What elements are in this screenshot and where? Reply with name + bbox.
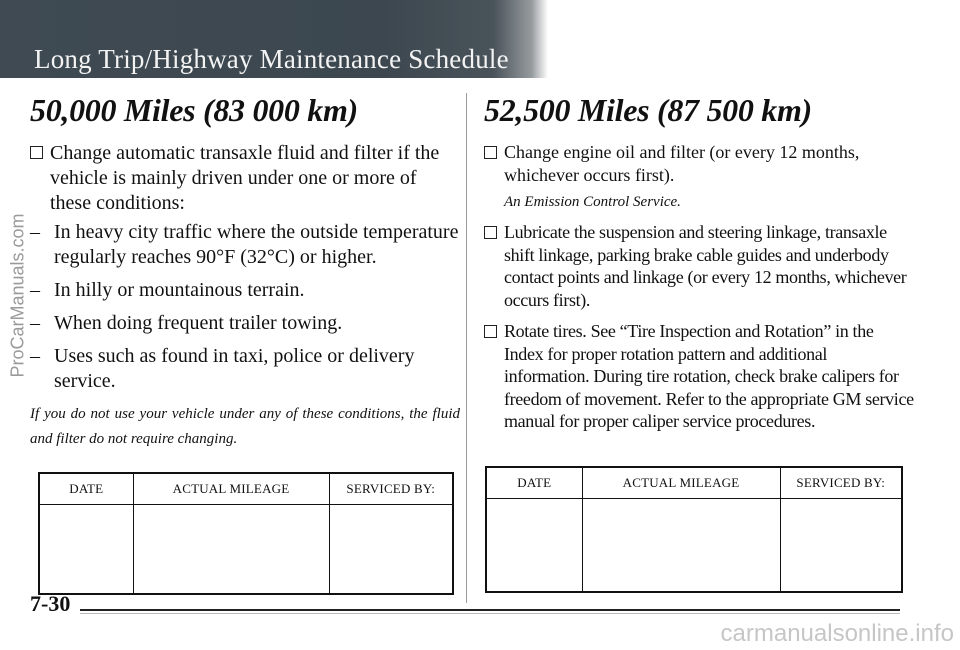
table-header-serviced-by: SERVICED BY: [329,473,453,505]
conditions-list [30,220,460,394]
side-watermark [4,130,32,460]
checklist-item [484,221,914,311]
page-number: 7-30 [30,591,71,616]
checklist-item-text: Change engine oil and filter (or every 12 months, whichever occurs first). [504,142,860,185]
column-divider [466,93,467,603]
footer-rule [80,609,900,611]
condition-item [30,220,460,270]
section-heading-50000: 50,000 Miles (83 000 km) [30,92,358,128]
footer-rule-thin [80,613,900,614]
table-header-actual-mileage: ACTUAL MILEAGE [582,467,780,499]
checklist-item [484,141,914,186]
checkbox-icon [30,146,43,159]
table-cell-serviced-by[interactable] [329,505,453,595]
page-title: Long Trip/Highway Maintenance Schedule [34,44,509,74]
condition-text: In heavy city traffic where the outside temperature regularly reaches 90°F (32°C) or higher. [54,221,459,268]
condition-item [30,311,460,336]
condition-text: When doing frequent trailer towing. [54,312,343,334]
condition-text: Uses such as found in taxi, police or delivery service. [54,345,415,392]
table-row [39,505,453,595]
dash-marker: – [30,345,40,367]
service-log-table-left [38,472,454,595]
table-header-date: DATE [486,467,582,499]
section-heading-52500: 52,500 Miles (87 500 km) [484,92,812,128]
emission-control-note: An Emission Control Service. [504,194,681,210]
footer-watermark: carmanualsonline.info [720,620,954,647]
table-row [486,499,902,593]
conditions-note: If you do not use your vehicle under any of these conditions, the fluid and filter do not require changing. [30,406,460,447]
checklist-item-text: Lubricate the suspension and steering linkage, transaxle shift linkage, parking brake cable guides and underbody contact points and linkage (or every 12 months, whichever occurs first). [504,222,907,310]
table-cell-serviced-by[interactable] [780,499,902,593]
dash-marker: – [30,221,40,243]
checkbox-icon [484,325,497,338]
condition-item [30,344,460,394]
condition-item [30,278,460,303]
table-cell-date[interactable] [39,505,133,595]
checklist-item [484,320,914,433]
right-column [484,92,914,442]
checklist-item-text: Rotate tires. See “Tire Inspection and Rotation” in the Index for proper rotation pattern and additional information. During tire rotation, check brake calipers for freedom of movement. Refer to the appropriate GM service manual for proper caliper service procedures. [504,321,914,431]
checklist-item [30,141,460,216]
checklist-item-text: Change automatic transaxle fluid and filter if the vehicle is mainly driven under one or more of these conditions: [50,142,440,214]
header-banner [0,0,548,78]
service-log-table-right [485,466,903,593]
watermark-text: ProCarManuals.com [7,212,28,378]
table-cell-mileage[interactable] [582,499,780,593]
condition-text: In hilly or mountainous terrain. [54,279,305,301]
table-header-actual-mileage: ACTUAL MILEAGE [133,473,329,505]
dash-marker: – [30,279,40,301]
table-header-date: DATE [39,473,133,505]
checkbox-icon [484,146,497,159]
checkbox-icon [484,226,497,239]
left-column [30,92,460,452]
table-cell-mileage[interactable] [133,505,329,595]
table-header-serviced-by: SERVICED BY: [780,467,902,499]
table-cell-date[interactable] [486,499,582,593]
dash-marker: – [30,312,40,334]
